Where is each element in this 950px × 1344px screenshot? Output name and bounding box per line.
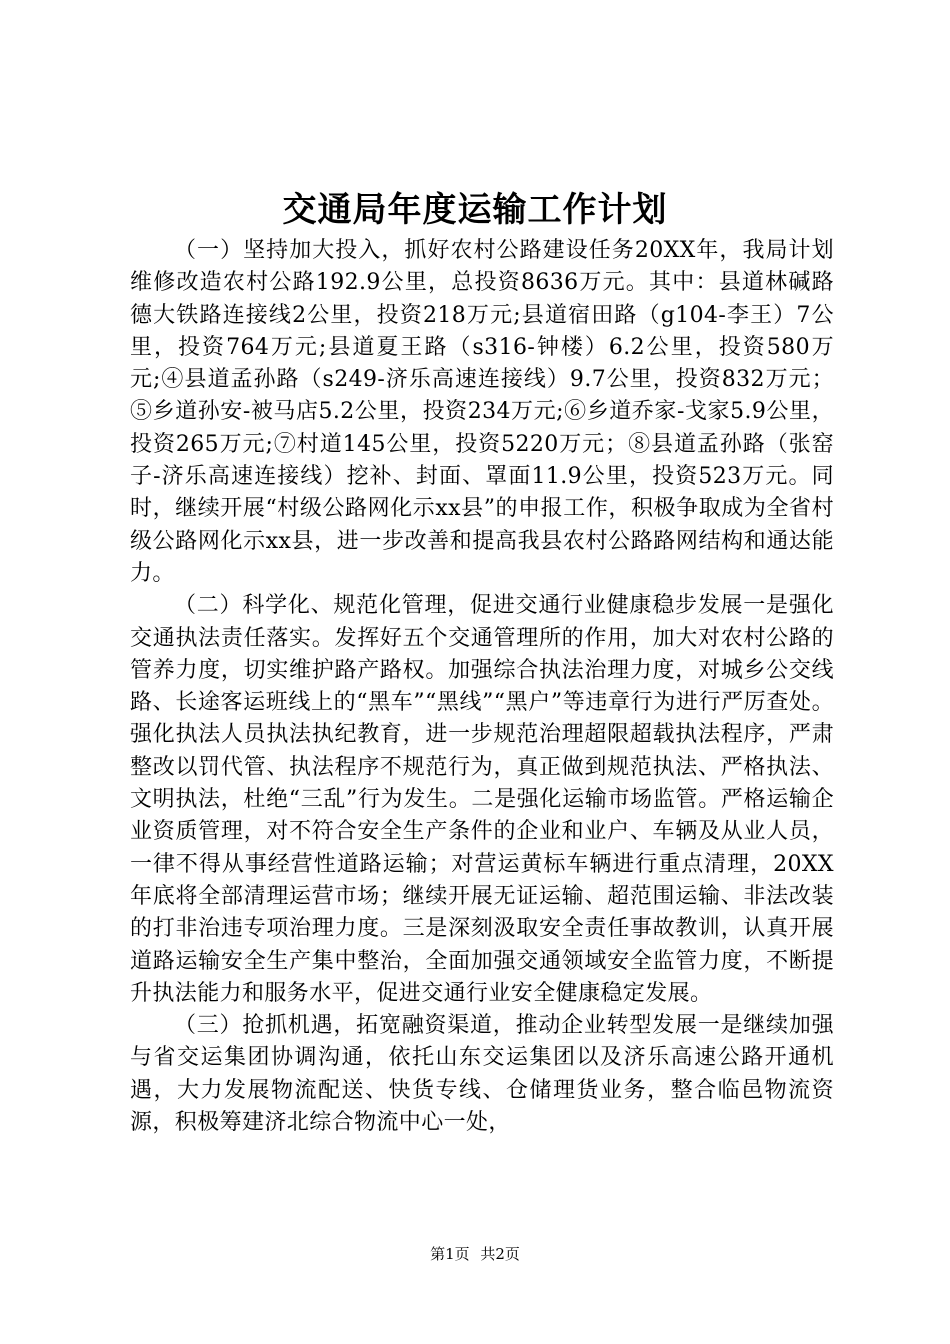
page-total: 共2页 (480, 1245, 520, 1263)
paragraph-3: （三）抢抓机遇，拓宽融资渠道，推动企业转型发展一是继续加强与省交运集团协调沟通，依托山东交运集团以及济乐高速公路开通机遇，大力发展物流配送、快货专线、仓储理货业务，整合临邑物流资源，积极筹建济北综合物流中心一处， (130, 1013, 834, 1136)
document-title: 交通局年度运输工作计划 (282, 190, 668, 230)
document-body (130, 235, 834, 1139)
paragraph-1: （一）坚持加大投入，抓好农村公路建设任务20XX年，我局计划维修改造农村公路192.9公里，总投资8636万元。其中：县道林碱路德大铁路连接线2公里，投资218万元;县道宿田路（g104-李王）7公里，投资764万元;县道夏王路（s316-钟楼）6.2公里，投资580万元;④县道孟孙路（s249-济乐高速连接线）9.7公里，投资832万元；⑤乡道孙安-被马店5.2公里，投资234万元;⑥乡道乔家-戈家5.9公里，投资265万元;⑦村道145公里，投资5220万元；⑧县道孟孙路（张窑子-济乐高速连接线）挖补、封面、罩面11.9公里，投资523万元。同时，继续开展“村级公路网化示xx县”的申报工作，积极争取成为全省村级公路网化示xx县，进一步改善和提高我县农村公路路网结构和通达能力。 (130, 238, 834, 586)
page-footer (0, 1244, 950, 1264)
page-number: 第1页 (430, 1245, 470, 1263)
paragraph-2: （二）科学化、规范化管理，促进交通行业健康稳步发展一是强化交通执法责任落实。发挥好五个交通管理所的作用，加大对农村公路的管养力度，切实维护路产路权。加强综合执法治理力度，对城乡公交线路、长途客运班线上的“黑车”“黑线”“黑户”等违章行为进行严厉查处。强化执法人员执法执纪教育，进一步规范治理超限超载执法程序，严肃整改以罚代管、执法程序不规范行为，真正做到规范执法、严格执法、文明执法，杜绝“三乱”行为发生。二是强化运输市场监管。严格运输企业资质管理，对不符合安全生产条件的企业和业户、车辆及从业人员，一律不得从事经营性道路运输；对营运黄标车辆进行重点清理，20XX年底将全部清理运营市场；继续开展无证运输、超范围运输、非法改装的打非治违专项治理力度。三是深刻汲取安全责任事故教训，认真开展道路运输安全生产集中整治，全面加强交通领域安全监管力度，不断提升执法能力和服务水平，促进交通行业安全健康稳定发展。 (130, 593, 834, 1006)
